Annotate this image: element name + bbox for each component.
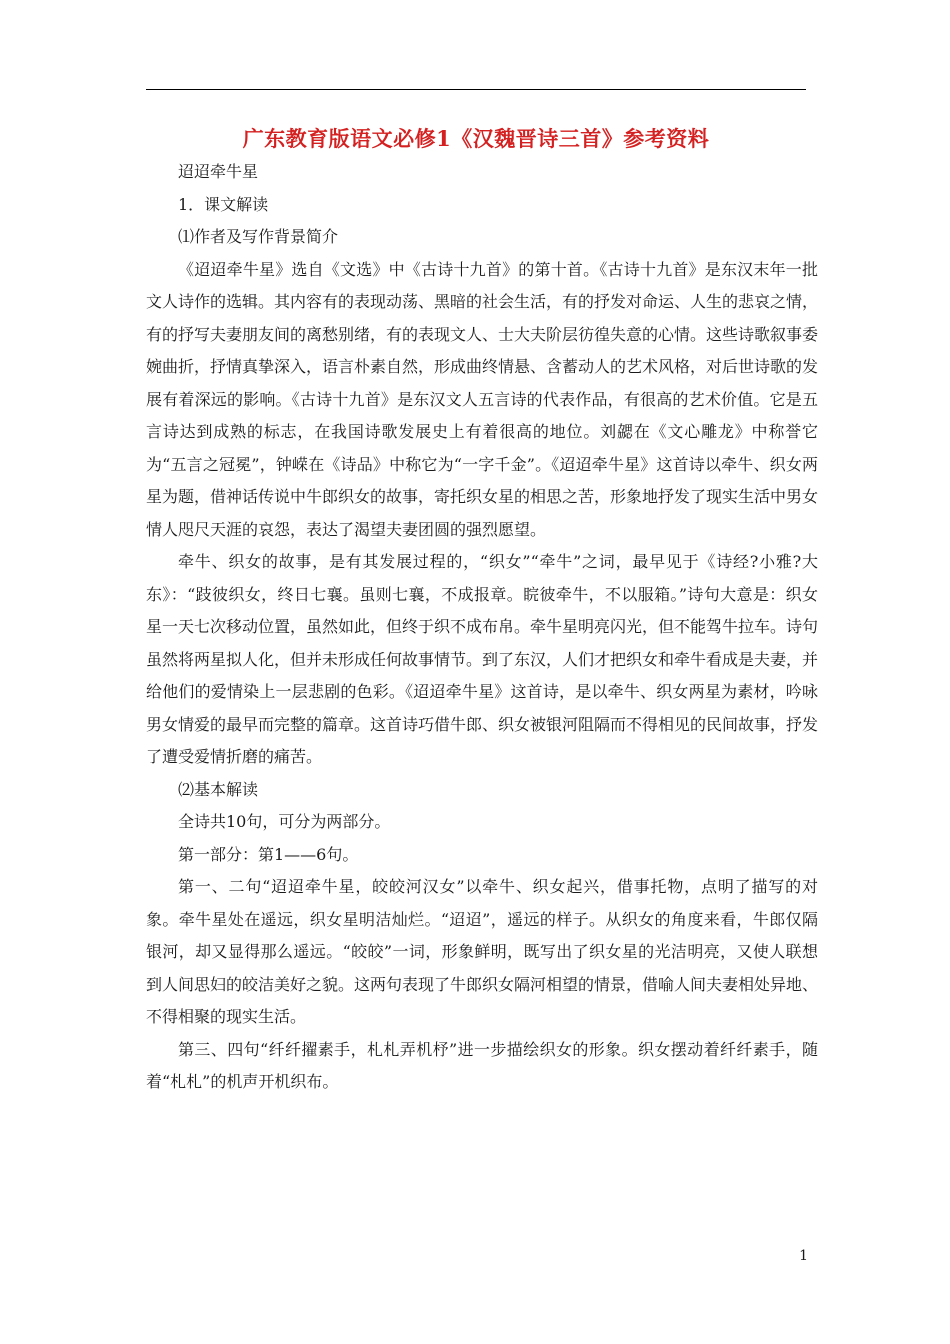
page-number: 1 bbox=[799, 1248, 808, 1264]
document-title: 广东教育版语文必修1《汉魏晋诗三首》参考资料 bbox=[242, 126, 710, 151]
subsection-heading: ⑴作者及写作背景简介 bbox=[178, 227, 339, 246]
body-paragraph: 全诗共10句，可分为两部分。 bbox=[178, 812, 391, 831]
header-rule bbox=[146, 89, 806, 90]
document-body bbox=[146, 156, 818, 1099]
body-paragraph: 第一、二句“迢迢牵牛星，皎皎河汉女”以牵牛、织女起兴，借事托物，点明了描写的对象。牵牛星处在遥远，织女星明洁灿烂。“迢迢”，遥远的样子。从织女的角度来看，牛郎仅隔银河，却又显得那么遥远。“皎皎”一词，形象鲜明，既写出了织女星的光洁明亮，又使人联想到人间思妇的皎洁美好之貌。这两句表现了牛郎织女隔河相望的情景，借喻人间夫妻相处异地、不得相聚的现实生活。 bbox=[146, 877, 819, 1026]
body-paragraph: 第三、四句“纤纤擢素手，札札弄机杼”进一步描绘织女的形象。织女摆动着纤纤素手，随着“札札”的机声开机织布。 bbox=[146, 1039, 818, 1091]
subsection-heading: 1．课文解读 bbox=[178, 194, 269, 214]
section-heading: 迢迢牵牛星 bbox=[178, 162, 259, 181]
subsection-heading: ⑵基本解读 bbox=[178, 779, 259, 799]
body-paragraph: 《迢迢牵牛星》选自《文选》中《古诗十九首》的第十首。《古诗十九首》是东汉末年一批文人诗作的选辑。其内容有的表现动荡、黑暗的社会生活，有的抒发对命运、人生的悲哀之情，有的抒写夫妻朋友间的离愁别绪，有的表现文人、士大夫阶层彷徨失意的心情。这些诗歌叙事委婉曲折，抒情真挚深入，语言朴素自然，形成曲终情悬、含蓄动人的艺术风格，对后世诗歌的发展有着深远的影响。《古诗十九首》是东汉文人五言诗的代表作品，有很高的艺术价值。它是五言诗达到成熟的标志，在我国诗歌发展史上有着很高的地位。刘勰在《文心雕龙》中称誉它为“五言之冠冕”，钟嵘在《诗品》中称它为“一字千金”。《迢迢牵牛星》这首诗以牵牛、织女两星为题，借神话传说中牛郎织女的故事，寄托织女星的相思之苦，形象地抒发了现实生活中男女情人咫尺天涯的哀怨，表达了渴望夫妻团圆的强烈愿望。 bbox=[146, 259, 819, 539]
body-paragraph: 第一部分：第1——6句。 bbox=[178, 844, 359, 864]
body-paragraph: 牵牛、织女的故事，是有其发展过程的，“织女”“牵牛”之词，最早见于《诗经?小雅?大东》：“跂彼织女，终日七襄。虽则七襄，不成报章。睆彼牵牛，不以服箱。”诗句大意是：织女星一天七次移动位置，虽然如此，但终于织不成布帛。牵牛星明亮闪光，但不能驾牛拉车。诗句虽然将两星拟人化，但并未形成任何故事情节。到了东汉，人们才把织女和牵牛看成是夫妻，并给他们的爱情染上一层悲剧的色彩。《迢迢牵牛星》这首诗，是以牵牛、织女两星为素材，吟咏男女情爱的最早而完整的篇章。这首诗巧借牛郎、织女被银河阻隔而不得相见的民间故事，抒发了遭受爱情折磨的痛苦。 bbox=[146, 552, 819, 766]
